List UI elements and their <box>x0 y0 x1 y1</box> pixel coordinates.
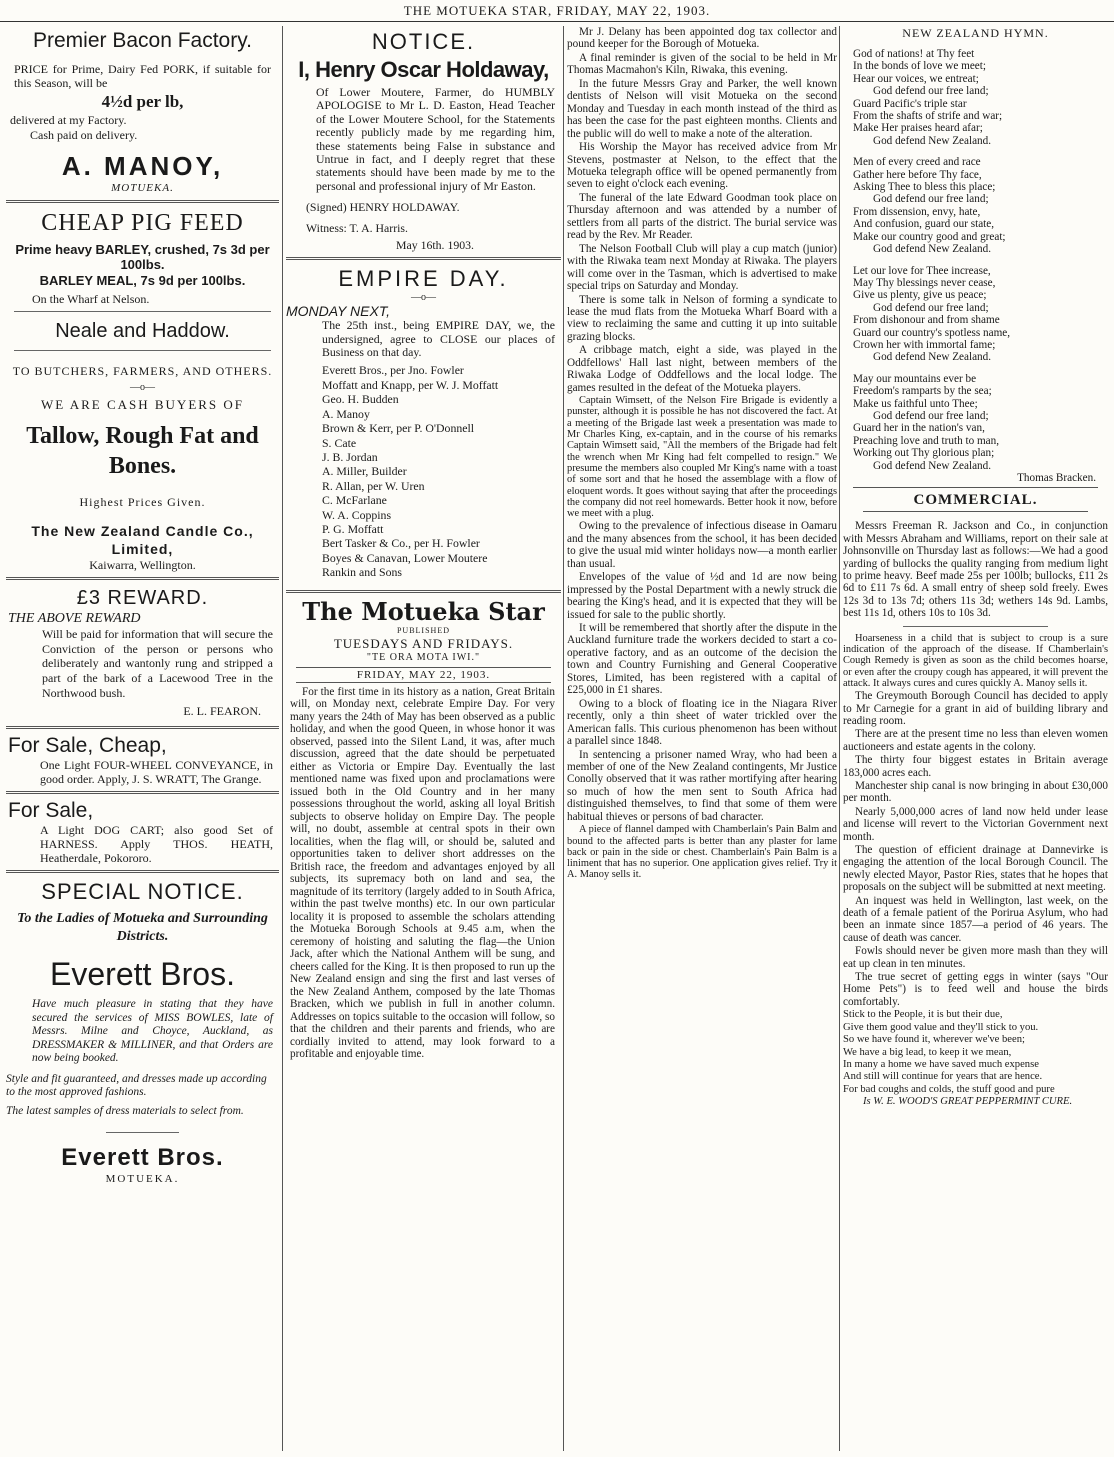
news-para: The Greymouth Borough Council has decided to apply to Mr Carnegie for a grant in aid of building library and reading room. <box>843 690 1108 727</box>
news-para: Fowls should never be given more mash than they will eat up clean in ten minutes. <box>843 945 1108 970</box>
empire-name: C. McFarlane <box>322 493 387 508</box>
star-editorial: For the first time in its history as a nation, Great Britain will, on Monday next, celebrate Empire Day. For very many years the 24th of May has been observed as a public holiday, and when the good Queen, in whose honor it was observed, passed into the Silent Land, it was, after much discussion, agreed that the date should be perpetuated either as Victoria or Empire Day. Eventually the last mentioned name was fixed upon and proclamations were issued both in the Old Country and in her many possessions throughout the world, asking all loyal British subjects to observe holiday on Empire Day. The people will, no doubt, assemble at central spots in their own localities, when the flag will, or should be, saluted and opportunities taken to deliver short addresses on the British race, the freedom and advantages enjoyed by all subjects, its supremacy both on land and sea, the magnitude of its territory (largely added to in South Africa, within the past twelve months) etc. In our own particular locality it is proposed to assemble the scholars attending the Motueka Borough Schools at 9.45 a.m, when the ceremony of hoisting and saluting the flag—the Union Jack, after which the National Anthem will be sung, and cheers called for the King. It is then proposed to run up the New Zealand ensign and sing the first and last verses of the New Zealand Anthem, composed by the late Thomas Bracken, which we publish in full in another column. Addresses on topics suitable to the occasion will follow, so that the children and their parents and friends, who are cordially invited to attend, may look forward to a profitable and enjoyable time. <box>290 685 555 1061</box>
ad-candle-big: Tallow, Rough Fat and Bones. <box>26 423 259 480</box>
empire-title: EMPIRE DAY. <box>338 266 509 292</box>
hymn-stanza <box>843 156 1108 255</box>
ad-special-place: MOTUEKA. <box>105 1173 180 1186</box>
ad-pig-line3: On the Wharf at Nelson. <box>32 291 150 306</box>
ad-candle-line1: TO BUTCHERS, FARMERS, AND OTHERS. <box>12 363 273 378</box>
hymn-line: And confusion, guard our state, <box>853 218 995 231</box>
poem-line: In many a home we have saved much expense <box>843 1058 1039 1070</box>
news-para: Nearly 5,000,000 acres of land now held under lease and license will revert to the Victorian Government next month. <box>843 805 1108 843</box>
ad-special-sub: To the Ladies of Motueka and Surrounding Districts. <box>17 911 268 945</box>
ad-reward-text: Will be paid for information that will secure the Conviction of the person or persons who deliberately and wantonly rung and stripped a part of the bark of a Lacewood Tree in the Northwood bush. <box>42 627 273 700</box>
hymn <box>843 48 1108 472</box>
divider <box>6 726 279 729</box>
divider <box>14 311 271 312</box>
hymn-line: Guard Pacific's triple star <box>853 97 967 110</box>
notice-witness: Witness: T. A. Harris. <box>306 221 408 236</box>
empire-text: The 25th inst., being EMPIRE DAY, we, the undersigned, agree to CLOSE our places of Business on that day. <box>322 318 555 360</box>
empire-name: J. B. Jordan <box>322 449 378 464</box>
ad-sale2-text: A Light DOG CART; also good Set of HARNESS. Apply THOS. HEATH, Heatherdale, Pokororo. <box>40 823 273 866</box>
ad-special-text: Have much pleasure in stating that they have secured the services of MISS BOWLES, late of Messrs. Milne and Choyce, Auckland, as DRESSMAKER & MILLINER, and that Orders are now being booked. <box>32 998 273 1065</box>
hymn-title: NEW ZEALAND HYMN. <box>902 26 1049 40</box>
star-published: PUBLISHED <box>396 625 450 635</box>
star-motto: "TE ORA MOTA IWI." <box>366 651 481 663</box>
empire-name: S. Cate <box>322 435 357 450</box>
notice-signed: (Signed) HENRY HOLDAWAY. <box>306 200 460 215</box>
ad-neale: Neale and Haddow. <box>55 319 230 342</box>
poem-line: Stick to the People, it is but their due, <box>843 1009 1003 1021</box>
hymn-line: From dishonour and from shame <box>853 314 1000 327</box>
divider <box>6 791 279 794</box>
hymn-line: Men of every creed and race <box>853 156 981 169</box>
hymn-stanza <box>843 265 1108 364</box>
hymn-line: Give us plenty, give us peace; <box>853 289 987 302</box>
news-para: The funeral of the late Edward Goodman took place on Thursday afternoon and was attended by a number of settlers from all parts of the district. The burial service was read by the Rev. Mr Reader. <box>567 191 837 242</box>
divider <box>286 590 561 593</box>
news-para: A final reminder is given of the social to be held in Mr Thomas Macmahon's Kiln, Riwaka, this evening. <box>567 51 837 77</box>
empire-name: Geo. H. Budden <box>322 392 399 407</box>
hymn-line: Guard our country's spotless name, <box>853 326 1011 339</box>
ad-candle-line3: Highest Prices Given. <box>79 495 206 510</box>
hymn-line: God defend New Zealand. <box>873 134 992 147</box>
hymn-line: From dissension, envy, hate, <box>853 205 981 218</box>
ad-reward-sign: E. L. FEARON. <box>183 704 261 719</box>
commercial-text: Messrs Freeman R. Jackson and Co., in conjunction with Messrs Abraham and Williams, report on their sale at Johnsonville on Thursday last as follows:—We had a good yarding of bullocks the quality ranging from medium light to prime heavy. Beef made 25s per 100lb; bullocks, £11 2s 6d to £11 7s 6d. A small entry of sheep sold freely. Ewes 12s 3d to 13s 7d; others 11s 3d; wethers 14s 9d. Lambs, best 11s 1d, others 10s to 10s 3d. <box>843 520 1108 620</box>
poem-line: For bad coughs and colds, the stuff good and pure <box>843 1083 1055 1095</box>
ad-reward-lead: THE ABOVE REWARD <box>8 611 141 627</box>
ad-candle-company: The New Zealand Candle Co., Limited, <box>31 523 254 558</box>
notice-name: I, Henry Oscar Holdaway, <box>298 57 549 82</box>
empire-name: R. Allan, per W. Uren <box>322 478 425 493</box>
news-para: The true secret of getting eggs in winter (says "Our Home Pets") is to feed well and house the birds comfortably. <box>843 971 1108 1008</box>
divider <box>6 870 279 873</box>
ad-special-firm2: Everett Bros. <box>61 1144 224 1172</box>
news-para: Mr J. Delany has been appointed dog tax collector and pound keeper for the Borough of Motueka. <box>567 26 837 51</box>
ad-special-firm: Everett Bros. <box>50 956 235 993</box>
news-para: The Nelson Football Club will play a cup match (junior) with the Riwaka team next Monday at Riwaka. The players will come over in the Tasman, which is advertised to make special trips on Saturday and Monday. <box>567 242 837 293</box>
masthead: THE MOTUEKA STAR, FRIDAY, MAY 22, 1903. <box>0 0 1114 22</box>
empire-name: Everett Bros., per Jno. Fowler <box>322 363 464 378</box>
empire-lead: MONDAY NEXT, <box>286 303 390 320</box>
divider <box>286 257 561 260</box>
ad-bacon-name: A. MANOY, <box>61 151 224 181</box>
divider <box>903 626 1048 627</box>
empire-name: A. Miller, Builder <box>322 464 407 479</box>
divider <box>106 1132 179 1133</box>
ad-sale2-title: For Sale, <box>8 799 94 823</box>
news-para: It will be remembered that shortly after the dispute in the Auckland furniture trade the workers decided to start a co-operative factory, and as an outcome of the decision the town and Country Furnishing and General Cooperative Stores, Limited, has been registered with a capital of £25,000 in £1 shares. <box>567 622 837 697</box>
ad-candle-place: Kaiwarra, Wellington. <box>89 558 196 573</box>
column-rule <box>839 26 840 1451</box>
news-para: In the future Messrs Gray and Parker, the well known dentists of Nelson will visit Motueka on the second Monday and Tuesday in each month instead of the third as has been the case for the past eighteen months. Clients and the public will do well to make a note of the alteration. <box>567 77 837 140</box>
column-2 <box>286 26 561 1451</box>
star-title: The Motueka Star <box>302 596 545 626</box>
ad-pig-title: CHEAP PIG FEED <box>41 209 244 236</box>
ad-sale1-title: For Sale, Cheap, <box>8 734 167 758</box>
ad-bacon-place: MOTUEKA. <box>111 182 174 194</box>
news-para: The question of efficient drainage at Dannevirke is engaging the attention of the local Borough Council. The newly elected Mayor, Pastor Ries, states that he hopes that proposals on the subject will be submitted at next meeting. <box>843 844 1108 894</box>
notice-title: NOTICE. <box>371 29 476 54</box>
ad-bacon-line1: delivered at my Factory. <box>10 113 127 127</box>
empire-name: Moffatt and Knapp, per W. J. Moffatt <box>322 377 499 392</box>
hymn-line: May Thy blessings never cease, <box>853 276 996 289</box>
hymn-line: From the shafts of strife and war; <box>853 110 1003 123</box>
ad-candle-divider: —o— <box>130 381 155 393</box>
hymn-line: Preaching love and truth to man, <box>853 434 1000 447</box>
ad-special-style: Style and fit guaranteed, and dresses made up according to the most approved fashions. <box>6 1072 267 1099</box>
hymn-line: Make our country good and great; <box>853 230 1006 243</box>
hymn-line: God defend our free land; <box>873 193 989 206</box>
poem-line: Is W. E. WOOD'S GREAT PEPPERMINT CURE. <box>863 1096 1073 1108</box>
news-para: Manchester ship canal is now bringing in about £30,000 per month. <box>843 779 1108 805</box>
ad-pig-line2: BARLEY MEAL, 7s 9d per 100lbs. <box>39 272 246 288</box>
hymn-line: God defend our free land; <box>873 301 989 314</box>
hymn-line: Make us faithful unto Thee; <box>853 397 978 410</box>
column-rule <box>563 26 564 1451</box>
news-para: Owing to the prevalence of infectious disease in Oamaru and the many absences from the school, it has been decided to give the usual mid winter holidays now—a month earlier than usual. <box>567 520 837 570</box>
hymn-line: God of nations! at Thy feet <box>853 48 975 60</box>
empire-name: Brown & Kerr, per P. O'Donnell <box>322 421 475 436</box>
hymn-line: Make Her praises heard afar; <box>853 122 983 135</box>
hymn-line: Hear our voices, we entreat; <box>853 72 979 85</box>
hymn-line: God defend our free land; <box>873 409 989 422</box>
column-4 <box>843 26 1108 1451</box>
news-para: In sentencing a prisoner named Wray, who had been a member of one of the New Zealand contingents, Mr Justice Conolly observed that it was rather mortifying after hearing so much of how the men sent to South Africa had distinguished themselves, to find that some of them were habitual thieves or persons of bad character. <box>567 748 837 823</box>
hymn-line: In the bonds of love we meet; <box>853 60 986 73</box>
poem-line: So we have found it, wherever we've been; <box>843 1034 1025 1046</box>
ad-candle-line2: WE ARE CASH BUYERS OF <box>40 397 245 413</box>
empire-name: P. G. Moffatt <box>322 521 384 536</box>
empire-names <box>286 360 561 579</box>
ad-bacon-text: PRICE for Prime, Dairy Fed PORK, if suitable for this Season, will be <box>14 62 271 90</box>
news-para: His Worship the Mayor has received advice from Mr Stevens, postmaster at Nelson, to the effect that the Motueka telegraph office will be opened permanently from seven to eight o'clock each evening. <box>567 141 837 191</box>
empire-name: Rankin and Sons <box>322 565 402 580</box>
ad-pig-line1: Prime heavy BARLEY, crushed, 7s 3d per 100lbs. <box>15 241 270 272</box>
notice-text: Of Lower Moutere, Farmer, do HUMBLY APOLOGISE to Mr L. D. Easton, Head Teacher of the Lower Moutere School, for the Statements recently publicly made by me regarding him, these statements being False in substance and Untrue in fact, and I deeply regret that these statements should have been made by me to the personal and professional injury of Mr Easton. <box>316 85 555 193</box>
hymn-line: God defend our free land; <box>873 85 989 98</box>
news-para: There are at the present time no less than eleven women auctioneers and estate agents in the colony. <box>843 728 1108 753</box>
ad-sale1-text: One Light FOUR-WHEEL CONVEYANCE, in good order. Apply, J. S. WRATT, The Grange. <box>40 758 273 787</box>
notice-date: May 16th. 1903. <box>396 238 474 253</box>
poem-line: And still will continue for years that are hence. <box>843 1071 1043 1083</box>
ad-bacon-title: Premier Bacon Factory. <box>32 29 252 52</box>
divider <box>6 577 279 580</box>
hymn-line: God defend New Zealand. <box>873 351 992 364</box>
hymn-line: Working out Thy glorious plan; <box>853 447 995 460</box>
ad-reward-title: £3 REWARD. <box>76 587 209 610</box>
ad-special-title: SPECIAL NOTICE. <box>41 879 244 905</box>
hymn-author: Thomas Bracken. <box>1017 472 1096 484</box>
poem-line: Give them good value and they'll stick to you. <box>843 1021 1039 1033</box>
star-date: FRIDAY, MAY 22, 1903. <box>356 668 491 681</box>
empire-name: Bert Tasker & Co., per H. Fowler <box>322 536 480 551</box>
hymn-line: Crown her with immortal fame; <box>853 338 996 351</box>
column-1 <box>6 26 279 1451</box>
divider <box>6 200 279 203</box>
news-para: An inquest was held in Wellington, last week, on the death of a female patient of the Porirua Asylum, who had been an inmate since 1857—a period of 46 years. The cause of death was cancer. <box>843 894 1108 944</box>
column-3 <box>567 26 837 1451</box>
empire-name: Boyes & Canavan, Lower Moutere <box>322 550 488 565</box>
news-para: Hoarseness in a child that is subject to croup is a sure indication of the approach of the disease. If Chamberlain's Cough Remedy is given as soon as the child becomes hoarse, or even after the croupy cough has appeared, it will prevent the attack. It always cures and cures quickly A. Manoy sells it. <box>843 632 1108 689</box>
ad-special-samples: The latest samples of dress materials to select from. <box>6 1104 244 1117</box>
hymn-stanza <box>843 48 1108 147</box>
hymn-line: Asking Thee to bless this place; <box>853 181 996 194</box>
star-days: TUESDAYS AND FRIDAYS. <box>333 635 514 651</box>
peppermint-poem <box>843 1009 1108 1107</box>
divider <box>14 350 271 351</box>
hymn-line: God defend New Zealand. <box>873 459 992 472</box>
news-para: Captain Wimsett, of the Nelson Fire Brigade is evidently a punster, although it is possible he has not discovered the fact. At a meeting of the Brigade last week a presentation was made to Mr Charles King, ex-captain, and in the course of his remarks Captain Wimsett said, "All the members of the Brigade had felt the wrench when Mr King had felt compelled to resign." We presume the members also coupled Mr King's name with a toast of some sort and that he hosed the assemblage with a flow of eloquent words. It goes without saying that after the proceedings the company did not reel homewards. Better hook it now, before we meet with a plug. <box>567 395 837 520</box>
ad-bacon-line2: Cash paid on delivery. <box>30 128 138 142</box>
ad-bacon-price: 4½d per lb, <box>101 92 184 111</box>
commercial-title: COMMERCIAL. <box>913 492 1038 509</box>
news-para: A cribbage match, eight a side, was played in the Oddfellows' Hall last night, between members of the Riwaka Lodge of Oddfellows and the local lodge. The games resulted in the defeat of the Motueka players. <box>567 344 837 394</box>
hymn-line: Freedom's ramparts by the sea; <box>853 385 992 398</box>
hymn-line: Guard her in the nation's van, <box>853 422 985 435</box>
news-para: A piece of flannel damped with Chamberlain's Pain Balm and bound to the affected parts is better than any plaster for lame back or pain in the side or chest. Chamberlain's Pain Balm is a liniment that has no superior. One application gives relief. Try it A. Manoy sells it. <box>567 824 837 881</box>
hymn-line: God defend New Zealand. <box>873 243 992 256</box>
column-rule <box>282 26 283 1451</box>
poem-line: We have a big lead, to keep it we mean, <box>843 1046 1012 1058</box>
empire-name: A. Manoy <box>322 406 370 421</box>
hymn-line: Let our love for Thee increase, <box>853 264 991 277</box>
hymn-line: Gather here before Thy face, <box>853 168 982 181</box>
empire-name: W. A. Coppins <box>322 507 392 522</box>
news-para: Owing to a block of floating ice in the Niagara River recently, only a thin sheet of water trickled over the American falls. This curious phenomenon has been without a parallel since 1848. <box>567 697 837 748</box>
hymn-line: May our mountains ever be <box>853 372 977 385</box>
news-para: There is some talk in Nelson of forming a syndicate to lease the mud flats from the Motueka Wharf Board with a view to reclaiming the same and cutting it up into suitable grazing blocks. <box>567 293 837 343</box>
news-para: Envelopes of the value of ½d and 1d are now being impressed by the Postal Department with a newly struck die bearing the King's head, and it is expected that they will be issued for sale to the public shortly. <box>567 571 837 621</box>
empire-divider: —o— <box>411 292 436 304</box>
hymn-stanza <box>843 373 1108 472</box>
news-para: The thirty four biggest estates in Britain average 183,000 acres each. <box>843 754 1108 779</box>
